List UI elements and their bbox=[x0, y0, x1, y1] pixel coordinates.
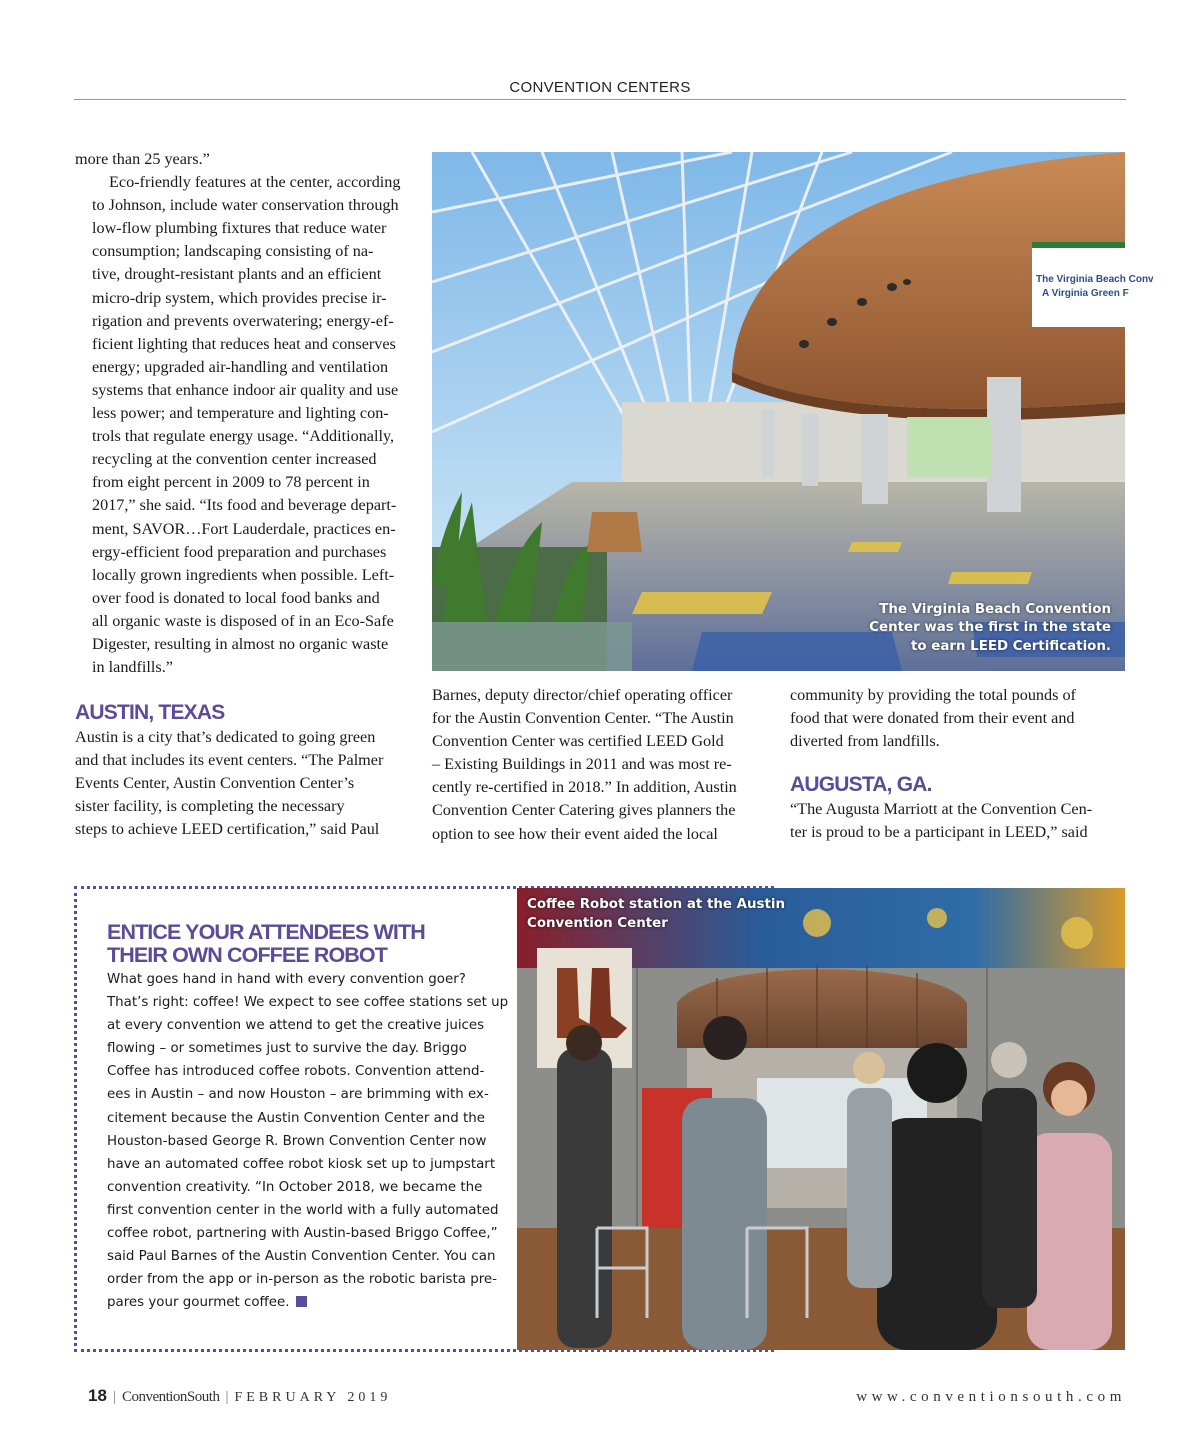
text-line: energy; upgraded air-handling and ventilation bbox=[92, 357, 389, 376]
caption-line: to earn LEED Certification. bbox=[911, 638, 1111, 654]
text-line: Eco-friendly features at the center, according bbox=[109, 173, 401, 192]
photo-caption-coffee-robot bbox=[527, 896, 785, 933]
text-line: “The Augusta Marriott at the Convention Cen- bbox=[790, 800, 1093, 818]
text-line-content: pares your gourmet coffee. bbox=[107, 1295, 290, 1311]
text-line: recycling at the convention center increased bbox=[92, 450, 377, 469]
caption-line: Convention Center bbox=[527, 915, 668, 931]
text-line: option to see how their event aided the local bbox=[432, 824, 718, 843]
text-line: systems that enhance indoor air quality and use bbox=[92, 380, 399, 399]
footer-separator: | bbox=[112, 1389, 116, 1405]
text-line: order from the app or in-person as the robotic barista pre- bbox=[107, 1272, 497, 1288]
coffee-robot-illustration bbox=[517, 888, 1125, 1350]
subhead-augusta: AUGUSTA, GA. bbox=[790, 773, 932, 796]
paragraph-continued bbox=[75, 148, 415, 171]
end-of-story-square-icon bbox=[296, 1296, 307, 1307]
page-footer-left bbox=[88, 1386, 391, 1406]
text-line: Houston-based George R. Brown Convention Center now bbox=[107, 1133, 487, 1149]
photo-virginia-beach-convention-center bbox=[432, 152, 1154, 671]
subhead-austin: AUSTIN, TEXAS bbox=[75, 701, 225, 724]
sign-text-2: A Virginia Green F bbox=[1042, 288, 1129, 299]
text-line: low-flow plumbing fixtures that reduce water bbox=[92, 219, 387, 238]
text-line: community by providing the total pounds of bbox=[790, 686, 1076, 704]
text-line: Austin is a city that’s dedicated to going green bbox=[75, 728, 376, 746]
text-line: Digester, resulting in almost no organic waste bbox=[92, 634, 389, 653]
text-line: What goes hand in hand with every convention goer? bbox=[107, 972, 466, 987]
article-column-1 bbox=[75, 148, 415, 679]
text-line: locally grown ingredients when possible. Left- bbox=[92, 565, 395, 584]
text-line: 2017,” she said. “Its food and beverage depart- bbox=[92, 496, 397, 515]
text-line: steps to achieve LEED certification,” said Paul bbox=[75, 820, 380, 839]
text-line: ficient lighting that reduces heat and conserves bbox=[92, 334, 396, 353]
text-line: all organic waste is disposed of in an Eco-Safe bbox=[92, 611, 394, 630]
text-line: trols that regulate energy usage. “Additionally, bbox=[92, 427, 395, 446]
header-rule bbox=[74, 99, 1126, 100]
text-line: ergy-efficient food preparation and purchases bbox=[92, 542, 387, 561]
text-line: Convention Center was certified LEED Gold bbox=[432, 732, 724, 751]
text-line: less power; and temperature and lighting con- bbox=[92, 404, 389, 423]
section-header: CONVENTION CENTERS bbox=[509, 79, 691, 96]
sidebar-body bbox=[107, 968, 507, 1314]
page-number: 18 bbox=[88, 1386, 107, 1405]
text-line: Convention Center Catering gives planners the bbox=[432, 801, 736, 820]
text-line: tive, drought-resistant plants and an efficient bbox=[92, 265, 382, 284]
text-line: rigation and prevents overwatering; energy-ef- bbox=[92, 311, 394, 330]
sign-text-1: The Virginia Beach Conv bbox=[1036, 274, 1154, 285]
caption-line: The Virginia Beach Convention bbox=[879, 601, 1111, 617]
text-line: more than 25 years.” bbox=[75, 150, 210, 168]
text-line: consumption; landscaping consisting of na- bbox=[92, 242, 374, 261]
text-line: at every convention we attend to get the creative juices bbox=[107, 1018, 485, 1034]
text-line: Barnes, deputy director/chief operating officer bbox=[432, 686, 733, 704]
text-line: Events Center, Austin Convention Center’s bbox=[75, 774, 355, 793]
text-line: diverted from landfills. bbox=[790, 732, 940, 751]
text-line: micro-drip system, which provides precise ir- bbox=[92, 288, 387, 307]
publication-url[interactable]: www.conventionsouth.com bbox=[856, 1389, 1126, 1405]
text-line: in landfills.” bbox=[92, 658, 173, 677]
text-line: ment, SAVOR…Fort Lauderdale, practices en- bbox=[92, 519, 396, 538]
photo-caption-virginia-beach bbox=[869, 601, 1111, 657]
sidebar-title-line: THEIR OWN COFFEE ROBOT bbox=[107, 943, 387, 967]
text-line: to Johnson, include water conservation through bbox=[92, 196, 399, 215]
article-column-3 bbox=[790, 684, 1126, 753]
text-line: Coffee has introduced coffee robots. Convention attend- bbox=[107, 1064, 485, 1080]
text-line: and that includes its event centers. “The Palmer bbox=[75, 751, 384, 770]
text-line: flowing – or sometimes just to survive the day. Briggo bbox=[107, 1041, 467, 1057]
text-line: ter is proud to be a participant in LEED,” said bbox=[790, 823, 1088, 842]
text-line: have an automated coffee robot kiosk set up to jumpstart bbox=[107, 1156, 496, 1172]
text-line: – Existing Buildings in 2011 and was most re- bbox=[432, 755, 732, 774]
text-line: sister facility, is completing the necessary bbox=[75, 797, 345, 816]
article-column-2 bbox=[432, 684, 772, 846]
sidebar-title bbox=[107, 921, 507, 967]
text-line: coffee robot, partnering with Austin-based Briggo Coffee,” bbox=[107, 1226, 498, 1242]
photo-coffee-robot-station bbox=[517, 888, 1125, 1350]
text-line: first convention center in the world with a fully automated bbox=[107, 1202, 499, 1218]
caption-line: Coffee Robot station at the Austin bbox=[527, 897, 786, 912]
text-line: over food is donated to local food banks and bbox=[92, 588, 380, 607]
issue-date: FEBRUARY 2019 bbox=[234, 1390, 392, 1405]
convention-hall-illustration bbox=[432, 152, 1154, 671]
caption-line: Center was the first in the state bbox=[869, 620, 1111, 635]
article-augusta-paragraph bbox=[790, 798, 1126, 844]
text-line: ees in Austin – and now Houston – are brimming with ex- bbox=[107, 1087, 489, 1103]
text-line: citement because the Austin Convention Center and the bbox=[107, 1110, 486, 1126]
text-line bbox=[107, 1291, 507, 1314]
article-austin-paragraph bbox=[75, 726, 415, 841]
text-line: for the Austin Convention Center. “The Austin bbox=[432, 709, 734, 728]
sidebar-title-line: ENTICE YOUR ATTENDEES WITH bbox=[107, 920, 425, 944]
text-line: convention creativity. “In October 2018, we became the bbox=[107, 1179, 483, 1195]
text-line: cently re-certified in 2018.” In addition, Austin bbox=[432, 778, 737, 797]
text-line: That’s right: coffee! We expect to see coffee stations set up bbox=[107, 995, 509, 1011]
publication-name: ConventionSouth bbox=[121, 1389, 220, 1405]
text-line: food that were donated from their event and bbox=[790, 709, 1075, 728]
paragraph-eco-features bbox=[75, 171, 415, 679]
footer-separator: | bbox=[225, 1389, 229, 1405]
text-line: from eight percent in 2009 to 78 percent in bbox=[92, 473, 370, 492]
text-line: said Paul Barnes of the Austin Convention Center. You can bbox=[107, 1249, 496, 1265]
